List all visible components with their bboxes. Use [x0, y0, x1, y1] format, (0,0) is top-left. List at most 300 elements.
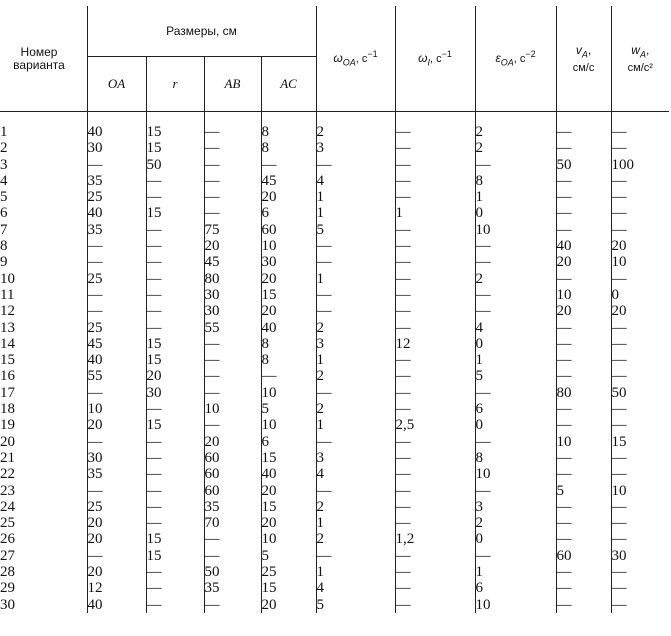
cell-ab: 70: [204, 515, 261, 531]
cell-omega-i: —: [395, 548, 475, 564]
cell-eps-oa: 1: [475, 564, 556, 580]
cell-ac: 45: [261, 173, 316, 189]
cell-wa: 100: [611, 157, 669, 173]
cell-omega-oa: 2: [316, 531, 395, 547]
cell-omega-i: —: [395, 597, 475, 613]
table-row: [0, 450, 669, 466]
cell-r: 15: [146, 531, 204, 547]
cell-va: —: [556, 515, 611, 531]
cell-r: —: [146, 564, 204, 580]
cell-oa: 20: [87, 417, 146, 433]
cell-ac: 40: [261, 320, 316, 336]
cell-r: —: [146, 466, 204, 482]
cell-variant: 21: [0, 449, 15, 466]
cell-omega-i: —: [395, 222, 475, 238]
cell-wa: 20: [611, 303, 669, 319]
cell-oa: 45: [87, 336, 146, 352]
cell-wa: —: [611, 499, 669, 515]
cell-variant: 29: [0, 580, 15, 597]
cell-wa: 20: [611, 238, 669, 254]
cell-ac: 10: [261, 385, 316, 401]
cell-variant: 9: [0, 254, 8, 271]
header-col-ab: [204, 57, 261, 112]
cell-ac: 25: [261, 564, 316, 580]
cell-omega-i: —: [395, 189, 475, 205]
header-variant-label: Номер варианта: [13, 44, 65, 72]
cell-r: —: [146, 287, 204, 303]
cell-omega-i: —: [395, 303, 475, 319]
cell-eps-oa: —: [475, 434, 556, 450]
cell-omega-oa: —: [316, 548, 395, 564]
table-row: [0, 352, 669, 368]
table-row: [0, 531, 669, 547]
table-row: [0, 597, 669, 613]
cell-va: —: [556, 564, 611, 580]
table-row: [0, 173, 669, 189]
cell-eps-oa: 0: [475, 417, 556, 433]
cell-ac: 8: [261, 352, 316, 368]
cell-ac: 10: [261, 531, 316, 547]
cell-va: —: [556, 173, 611, 189]
cell-omega-i: —: [395, 466, 475, 482]
table-row: [0, 401, 669, 417]
cell-wa: 10: [611, 483, 669, 499]
cell-wa: —: [611, 450, 669, 466]
va-symbol: v: [575, 43, 582, 58]
table-row: [0, 157, 669, 173]
cell-omega-i: —: [395, 238, 475, 254]
cell-ac: 5: [261, 548, 316, 564]
cell-wa: —: [611, 352, 669, 368]
cell-va: 50: [556, 157, 611, 173]
va-unit: см/с: [572, 61, 595, 74]
cell-r: —: [146, 271, 204, 287]
cell-omega-oa: —: [316, 303, 395, 319]
cell-wa: —: [611, 531, 669, 547]
cell-wa: —: [611, 597, 669, 613]
eps-oa-power: −2: [525, 49, 536, 60]
cell-omega-oa: —: [316, 157, 395, 173]
cell-ab: —: [204, 548, 261, 564]
omega-i-subscript: I: [427, 57, 431, 68]
cell-ac: 15: [261, 580, 316, 596]
cell-eps-oa: 0: [475, 205, 556, 221]
cell-variant: 3: [0, 156, 8, 173]
table-row: [0, 254, 669, 270]
cell-ac: 20: [261, 189, 316, 205]
cell-oa: 40: [87, 205, 146, 221]
cell-ab: —: [204, 112, 261, 141]
cell-ab: 30: [204, 303, 261, 319]
cell-va: 60: [556, 548, 611, 564]
table-row: [0, 271, 669, 287]
cell-variant: 8: [0, 238, 8, 255]
cell-oa: 20: [87, 564, 146, 580]
cell-omega-oa: 1: [316, 417, 395, 433]
cell-va: —: [556, 417, 611, 433]
cell-wa: —: [611, 140, 669, 156]
cell-variant: 18: [0, 401, 15, 418]
cell-r: —: [146, 173, 204, 189]
cell-omega-i: —: [395, 434, 475, 450]
cell-omega-oa: —: [316, 385, 395, 401]
cell-va: —: [556, 368, 611, 384]
cell-variant: 16: [0, 368, 15, 385]
cell-wa: —: [611, 112, 669, 141]
cell-r: —: [146, 434, 204, 450]
header-omega-i: [395, 6, 475, 112]
cell-wa: —: [611, 368, 669, 384]
cell-eps-oa: 2: [475, 140, 556, 156]
cell-oa: —: [87, 157, 146, 173]
cell-variant: 1: [0, 124, 8, 140]
cell-va: —: [556, 112, 611, 141]
cell-omega-i: —: [395, 140, 475, 156]
table-body: [0, 112, 669, 613]
cell-ab: —: [204, 336, 261, 352]
cell-va: —: [556, 531, 611, 547]
cell-omega-i: —: [395, 320, 475, 336]
cell-variant: 2: [0, 140, 8, 157]
cell-ac: 15: [261, 287, 316, 303]
cell-oa: —: [87, 483, 146, 499]
cell-wa: 50: [611, 385, 669, 401]
cell-ab: 20: [204, 238, 261, 254]
cell-eps-oa: 10: [475, 466, 556, 482]
table-row: [0, 564, 669, 580]
cell-va: —: [556, 401, 611, 417]
cell-oa: —: [87, 238, 146, 254]
cell-oa: 30: [87, 140, 146, 156]
cell-r: —: [146, 189, 204, 205]
eps-oa-subscript: OA: [500, 57, 514, 68]
cell-ac: —: [261, 157, 316, 173]
cell-eps-oa: 5: [475, 368, 556, 384]
cell-ac: 40: [261, 466, 316, 482]
cell-variant: 20: [0, 433, 15, 450]
table-row: [0, 303, 669, 319]
cell-variant: 15: [0, 352, 15, 369]
cell-wa: —: [611, 320, 669, 336]
cell-variant: 25: [0, 515, 15, 532]
cell-omega-oa: 3: [316, 336, 395, 352]
eps-oa-symbol: ε: [495, 51, 501, 66]
cell-ac: 20: [261, 271, 316, 287]
cell-oa: 25: [87, 271, 146, 287]
table-row: [0, 336, 669, 352]
cell-eps-oa: —: [475, 303, 556, 319]
cell-oa: 20: [87, 531, 146, 547]
table-row: [0, 320, 669, 336]
cell-wa: —: [611, 401, 669, 417]
cell-ac: 60: [261, 222, 316, 238]
table-row: [0, 483, 669, 499]
omega-i-symbol: ω: [418, 51, 428, 66]
table-row: [0, 385, 669, 401]
header-wa: $w_A$, см/с²: [611, 6, 669, 112]
omega-i-unit: , с: [430, 53, 442, 66]
cell-eps-oa: 10: [475, 597, 556, 613]
table-row: [0, 222, 669, 238]
cell-wa: —: [611, 515, 669, 531]
cell-r: —: [146, 450, 204, 466]
cell-va: 10: [556, 434, 611, 450]
cell-oa: 25: [87, 320, 146, 336]
cell-oa: —: [87, 287, 146, 303]
table-row: [0, 499, 669, 515]
cell-va: —: [556, 189, 611, 205]
cell-omega-oa: 1: [316, 189, 395, 205]
table-row: [0, 368, 669, 384]
cell-ab: —: [204, 597, 261, 613]
cell-variant: 22: [0, 466, 15, 483]
cell-va: 5: [556, 483, 611, 499]
cell-ab: 80: [204, 271, 261, 287]
cell-wa: —: [611, 222, 669, 238]
cell-omega-oa: 1: [316, 271, 395, 287]
cell-eps-oa: 3: [475, 499, 556, 515]
table-row: [0, 580, 669, 596]
cell-ac: 20: [261, 483, 316, 499]
cell-omega-i: —: [395, 515, 475, 531]
cell-variant: 27: [0, 547, 15, 564]
cell-ab: —: [204, 140, 261, 156]
cell-va: —: [556, 580, 611, 596]
cell-va: 40: [556, 238, 611, 254]
cell-omega-i: —: [395, 401, 475, 417]
cell-ac: 10: [261, 417, 316, 433]
cell-ac: 10: [261, 238, 316, 254]
header-eps-oa: [475, 6, 556, 112]
cell-va: —: [556, 140, 611, 156]
cell-r: 15: [146, 548, 204, 564]
cell-eps-oa: 6: [475, 401, 556, 417]
cell-oa: 30: [87, 450, 146, 466]
cell-variant: 11: [0, 286, 15, 303]
cell-va: 80: [556, 385, 611, 401]
cell-oa: 40: [87, 352, 146, 368]
cell-ac: —: [261, 368, 316, 384]
cell-variant: 5: [0, 189, 8, 206]
cell-omega-oa: 1: [316, 205, 395, 221]
cell-variant: 6: [0, 205, 8, 222]
cell-ab: 75: [204, 222, 261, 238]
cell-r: —: [146, 580, 204, 596]
cell-r: —: [146, 320, 204, 336]
cell-r: 15: [146, 112, 204, 141]
table-row: [0, 112, 669, 141]
cell-omega-oa: —: [316, 483, 395, 499]
cell-omega-oa: 3: [316, 450, 395, 466]
cell-wa: 15: [611, 434, 669, 450]
cell-va: —: [556, 597, 611, 613]
cell-r: 30: [146, 385, 204, 401]
cell-ac: 6: [261, 205, 316, 221]
cell-omega-i: —: [395, 450, 475, 466]
col-r-label: r: [172, 76, 178, 91]
cell-omega-oa: —: [316, 434, 395, 450]
cell-ab: 45: [204, 254, 261, 270]
cell-oa: 10: [87, 401, 146, 417]
cell-r: —: [146, 499, 204, 515]
cell-r: 15: [146, 417, 204, 433]
cell-eps-oa: 8: [475, 450, 556, 466]
cell-r: —: [146, 401, 204, 417]
cell-variant: 4: [0, 172, 8, 189]
cell-ab: —: [204, 189, 261, 205]
cell-va: —: [556, 205, 611, 221]
cell-oa: —: [87, 548, 146, 564]
cell-ab: —: [204, 157, 261, 173]
header-dimensions: [87, 6, 316, 57]
cell-eps-oa: 10: [475, 222, 556, 238]
cell-eps-oa: 2: [475, 515, 556, 531]
header-va: $v_A$, см/с: [556, 6, 611, 112]
cell-va: —: [556, 450, 611, 466]
cell-wa: —: [611, 189, 669, 205]
cell-wa: —: [611, 466, 669, 482]
cell-r: 15: [146, 140, 204, 156]
cell-omega-i: 2,5: [395, 417, 475, 433]
cell-r: —: [146, 597, 204, 613]
cell-omega-oa: 1: [316, 515, 395, 531]
header-variant: [0, 6, 87, 112]
cell-eps-oa: 6: [475, 580, 556, 596]
cell-omega-i: —: [395, 580, 475, 596]
cell-omega-oa: 2: [316, 368, 395, 384]
cell-va: —: [556, 352, 611, 368]
col-ac-label: AC: [280, 76, 297, 91]
wa-subscript: A: [639, 49, 646, 60]
cell-wa: —: [611, 564, 669, 580]
cell-r: 50: [146, 157, 204, 173]
cell-ac: 8: [261, 140, 316, 156]
cell-oa: 35: [87, 222, 146, 238]
cell-omega-oa: 1: [316, 352, 395, 368]
cell-variant: 17: [0, 384, 15, 401]
table-row: [0, 466, 669, 482]
cell-omega-oa: —: [316, 287, 395, 303]
cell-oa: 12: [87, 580, 146, 596]
cell-wa: —: [611, 271, 669, 287]
cell-ac: 5: [261, 401, 316, 417]
cell-omega-i: —: [395, 368, 475, 384]
cell-omega-i: —: [395, 112, 475, 141]
wa-symbol: w: [631, 43, 640, 58]
cell-omega-i: —: [395, 157, 475, 173]
cell-omega-oa: —: [316, 238, 395, 254]
cell-oa: 35: [87, 173, 146, 189]
cell-ab: 60: [204, 450, 261, 466]
cell-r: —: [146, 303, 204, 319]
cell-wa: 10: [611, 254, 669, 270]
table-row: [0, 189, 669, 205]
cell-ab: 30: [204, 287, 261, 303]
cell-va: —: [556, 320, 611, 336]
cell-oa: —: [87, 254, 146, 270]
cell-omega-oa: 1: [316, 564, 395, 580]
cell-omega-i: 1: [395, 205, 475, 221]
header-dimensions-label: Размеры, см: [166, 24, 237, 38]
table-row: [0, 417, 669, 433]
cell-ab: —: [204, 385, 261, 401]
cell-omega-oa: 4: [316, 580, 395, 596]
cell-variant: 28: [0, 564, 15, 581]
cell-wa: —: [611, 336, 669, 352]
omega-oa-power: −1: [367, 49, 378, 60]
table-row: [0, 548, 669, 564]
cell-variant: 14: [0, 335, 15, 352]
cell-omega-i: —: [395, 385, 475, 401]
cell-variant: 30: [0, 596, 15, 613]
cell-omega-i: 12: [395, 336, 475, 352]
cell-va: 20: [556, 303, 611, 319]
cell-ab: 35: [204, 499, 261, 515]
header-col-ac: [261, 57, 316, 112]
cell-oa: 20: [87, 515, 146, 531]
cell-ab: 10: [204, 401, 261, 417]
cell-oa: 35: [87, 466, 146, 482]
cell-ab: —: [204, 173, 261, 189]
cell-eps-oa: —: [475, 157, 556, 173]
cell-ab: —: [204, 205, 261, 221]
col-oa-label: OA: [107, 76, 126, 91]
cell-variant: 13: [0, 319, 15, 336]
header-omega-oa: [316, 6, 395, 112]
cell-oa: 40: [87, 112, 146, 141]
cell-eps-oa: —: [475, 548, 556, 564]
cell-omega-i: —: [395, 287, 475, 303]
cell-eps-oa: 8: [475, 173, 556, 189]
cell-wa: —: [611, 205, 669, 221]
cell-oa: 25: [87, 499, 146, 515]
cell-eps-oa: 0: [475, 336, 556, 352]
cell-omega-i: —: [395, 254, 475, 270]
cell-va: 10: [556, 287, 611, 303]
cell-eps-oa: 4: [475, 320, 556, 336]
cell-omega-i: —: [395, 564, 475, 580]
cell-wa: —: [611, 173, 669, 189]
variants-table: [0, 6, 669, 613]
cell-omega-oa: —: [316, 254, 395, 270]
cell-omega-i: —: [395, 352, 475, 368]
cell-variant: 23: [0, 482, 15, 499]
table-row: [0, 287, 669, 303]
cell-variant: 7: [0, 221, 8, 238]
cell-r: 15: [146, 336, 204, 352]
cell-eps-oa: 2: [475, 271, 556, 287]
cell-va: —: [556, 222, 611, 238]
cell-ab: 20: [204, 434, 261, 450]
cell-ab: 60: [204, 466, 261, 482]
cell-eps-oa: —: [475, 254, 556, 270]
cell-wa: —: [611, 417, 669, 433]
omega-i-power: −1: [441, 49, 452, 60]
cell-va: —: [556, 499, 611, 515]
cell-oa: —: [87, 385, 146, 401]
cell-eps-oa: 1: [475, 352, 556, 368]
table-row: [0, 205, 669, 221]
cell-va: —: [556, 271, 611, 287]
cell-eps-oa: —: [475, 238, 556, 254]
cell-ac: 15: [261, 499, 316, 515]
cell-omega-oa: 2: [316, 112, 395, 141]
cell-oa: 55: [87, 368, 146, 384]
cell-ac: 15: [261, 450, 316, 466]
cell-ac: 20: [261, 515, 316, 531]
cell-eps-oa: 2: [475, 112, 556, 141]
cell-ab: 35: [204, 580, 261, 596]
